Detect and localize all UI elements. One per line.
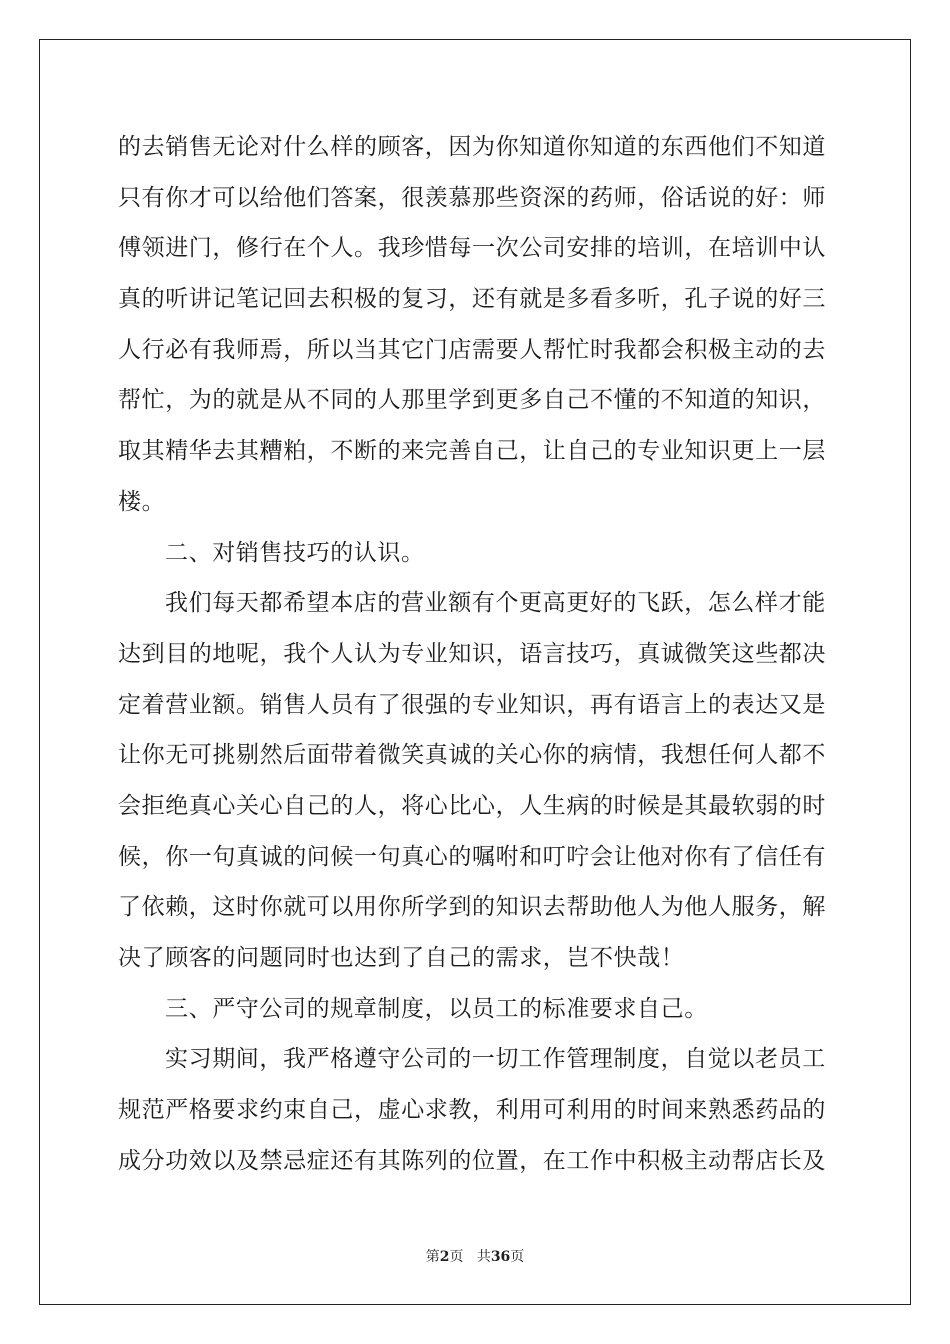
- text-line: 楼。: [118, 488, 166, 515]
- section-heading: 二、对销售技巧的认识。: [165, 539, 425, 566]
- page-footer: [0, 1246, 950, 1266]
- text-line: 让你无可挑剔然后面带着微笑真诚的关心你的病情，我想任何人都不: [118, 742, 826, 769]
- text-line: 我们每天都希望本店的营业额有个更高更好的飞跃，怎么样才能: [165, 590, 826, 617]
- document-body: [118, 122, 834, 1186]
- text-line: 实习期间，我严格遵守公司的一切工作管理制度，自觉以老员工: [165, 1046, 826, 1073]
- page-prefix: 第: [425, 1249, 440, 1265]
- text-line: 候，你一句真诚的问候一句真心的嘱咐和叮咛会让他对你有了信任有: [118, 843, 826, 870]
- text-line: 达到目的地呢，我个人认为专业知识，语言技巧，真诚微笑这些都决: [118, 640, 826, 667]
- section-heading: 三、严守公司的规章制度，以员工的标准要求自己。: [165, 995, 708, 1022]
- text-line: 帮忙，为的就是从不同的人那里学到更多自己不懂的不知道的知识，: [118, 387, 826, 414]
- text-line: 成分功效以及禁忌症还有其陈列的位置，在工作中积极主动帮店长及: [118, 1147, 826, 1174]
- text-line: 定着营业额。销售人员有了很强的专业知识，再有语言上的表达又是: [118, 691, 826, 718]
- text-line: 傅领进门，修行在个人。我珍惜每一次公司安排的培训，在培训中认: [118, 235, 826, 262]
- page-suffix: 页: [449, 1249, 464, 1265]
- text-line: 只有你才可以给他们答案，很羡慕那些资深的药师，俗话说的好：师: [118, 184, 826, 211]
- text-line: 了依赖，这时你就可以用你所学到的知识去帮助他人为他人服务，解: [118, 894, 826, 921]
- total-prefix: 共: [476, 1249, 491, 1265]
- text-line: 会拒绝真心关心自己的人，将心比心，人生病的时候是其最软弱的时: [118, 792, 826, 819]
- total-suffix: 页: [510, 1249, 525, 1265]
- text-line: 规范严格要求约束自己，虚心求教，利用可利用的时间来熟悉药品的: [118, 1097, 826, 1124]
- total-page-number: 36: [490, 1249, 511, 1265]
- text-line: 真的听讲记笔记回去积极的复习，还有就是多看多听，孔子说的好三: [118, 286, 826, 313]
- text-line: 决了顾客的问题同时也达到了自己的需求，岂不快哉！: [118, 945, 685, 971]
- current-page-number: 2: [439, 1249, 450, 1265]
- text-line: 取其精华去其糟粕，不断的来完善自己，让自己的专业知识更上一层: [118, 438, 826, 465]
- text-line: 的去销售无论对什么样的顾客，因为你知道你知道的东西他们不知道: [118, 134, 826, 160]
- text-line: 人行必有我师焉，所以当其它门店需要人帮忙时我都会积极主动的去: [118, 336, 826, 363]
